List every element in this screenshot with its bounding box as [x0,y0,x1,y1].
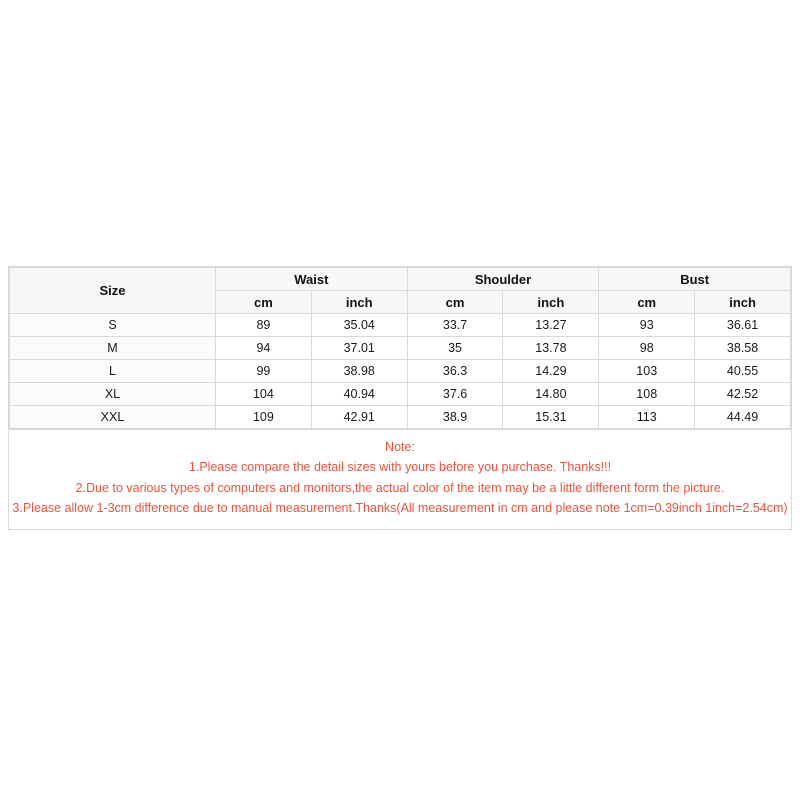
cell-bust-cm: 93 [599,314,695,337]
cell-waist-cm: 104 [216,383,312,406]
table-body [10,314,791,429]
cell-shoulder-inch: 14.80 [503,383,599,406]
cell-size: S [10,314,216,337]
table-header [10,268,791,314]
table-header-row-groups [10,268,791,291]
cell-size: XL [10,383,216,406]
header-unit-waist-cm: cm [216,291,312,314]
cell-waist-inch: 35.04 [311,314,407,337]
table-row [10,383,791,406]
cell-shoulder-inch: 13.27 [503,314,599,337]
cell-bust-cm: 103 [599,360,695,383]
header-size: Size [10,268,216,314]
cell-waist-cm: 99 [216,360,312,383]
cell-shoulder-inch: 13.78 [503,337,599,360]
cell-waist-inch: 42.91 [311,406,407,429]
cell-bust-cm: 98 [599,337,695,360]
cell-bust-cm: 113 [599,406,695,429]
note-line-3: 3.Please allow 1-3cm difference due to manual measurement.Thanks(All measurement in cm and please note 1cm=0.39inch 1inch=2.54cm) [12,501,788,515]
header-group-waist: Waist [216,268,408,291]
header-group-shoulder: Shoulder [407,268,599,291]
size-chart-container [8,266,792,530]
cell-bust-inch: 38.58 [695,337,791,360]
size-chart-table [9,267,791,429]
header-unit-bust-inch: inch [695,291,791,314]
cell-bust-cm: 108 [599,383,695,406]
table-row [10,406,791,429]
cell-shoulder-cm: 33.7 [407,314,503,337]
cell-bust-inch: 40.55 [695,360,791,383]
cell-shoulder-cm: 38.9 [407,406,503,429]
cell-shoulder-cm: 35 [407,337,503,360]
cell-shoulder-inch: 15.31 [503,406,599,429]
cell-waist-cm: 94 [216,337,312,360]
cell-size: L [10,360,216,383]
note-line-1: 1.Please compare the detail sizes with yours before you purchase. Thanks!!! [188,460,612,474]
header-unit-shoulder-inch: inch [503,291,599,314]
table-row [10,337,791,360]
header-unit-bust-cm: cm [599,291,695,314]
cell-waist-inch: 40.94 [311,383,407,406]
cell-bust-inch: 36.61 [695,314,791,337]
note-line-2: 2.Due to various types of computers and monitors,the actual color of the item may be a little different form the picture. [75,480,725,495]
cell-shoulder-inch: 14.29 [503,360,599,383]
cell-waist-inch: 37.01 [311,337,407,360]
cell-shoulder-cm: 36.3 [407,360,503,383]
note-title: Note: [385,440,415,454]
cell-size: M [10,337,216,360]
header-group-bust: Bust [599,268,791,291]
cell-shoulder-cm: 37.6 [407,383,503,406]
cell-size: XXL [10,406,216,429]
header-unit-waist-inch: inch [311,291,407,314]
header-unit-shoulder-cm: cm [407,291,503,314]
cell-bust-inch: 44.49 [695,406,791,429]
note-block [9,429,791,529]
cell-waist-cm: 109 [216,406,312,429]
table-row [10,360,791,383]
cell-bust-inch: 42.52 [695,383,791,406]
cell-waist-cm: 89 [216,314,312,337]
table-row [10,314,791,337]
cell-waist-inch: 38.98 [311,360,407,383]
